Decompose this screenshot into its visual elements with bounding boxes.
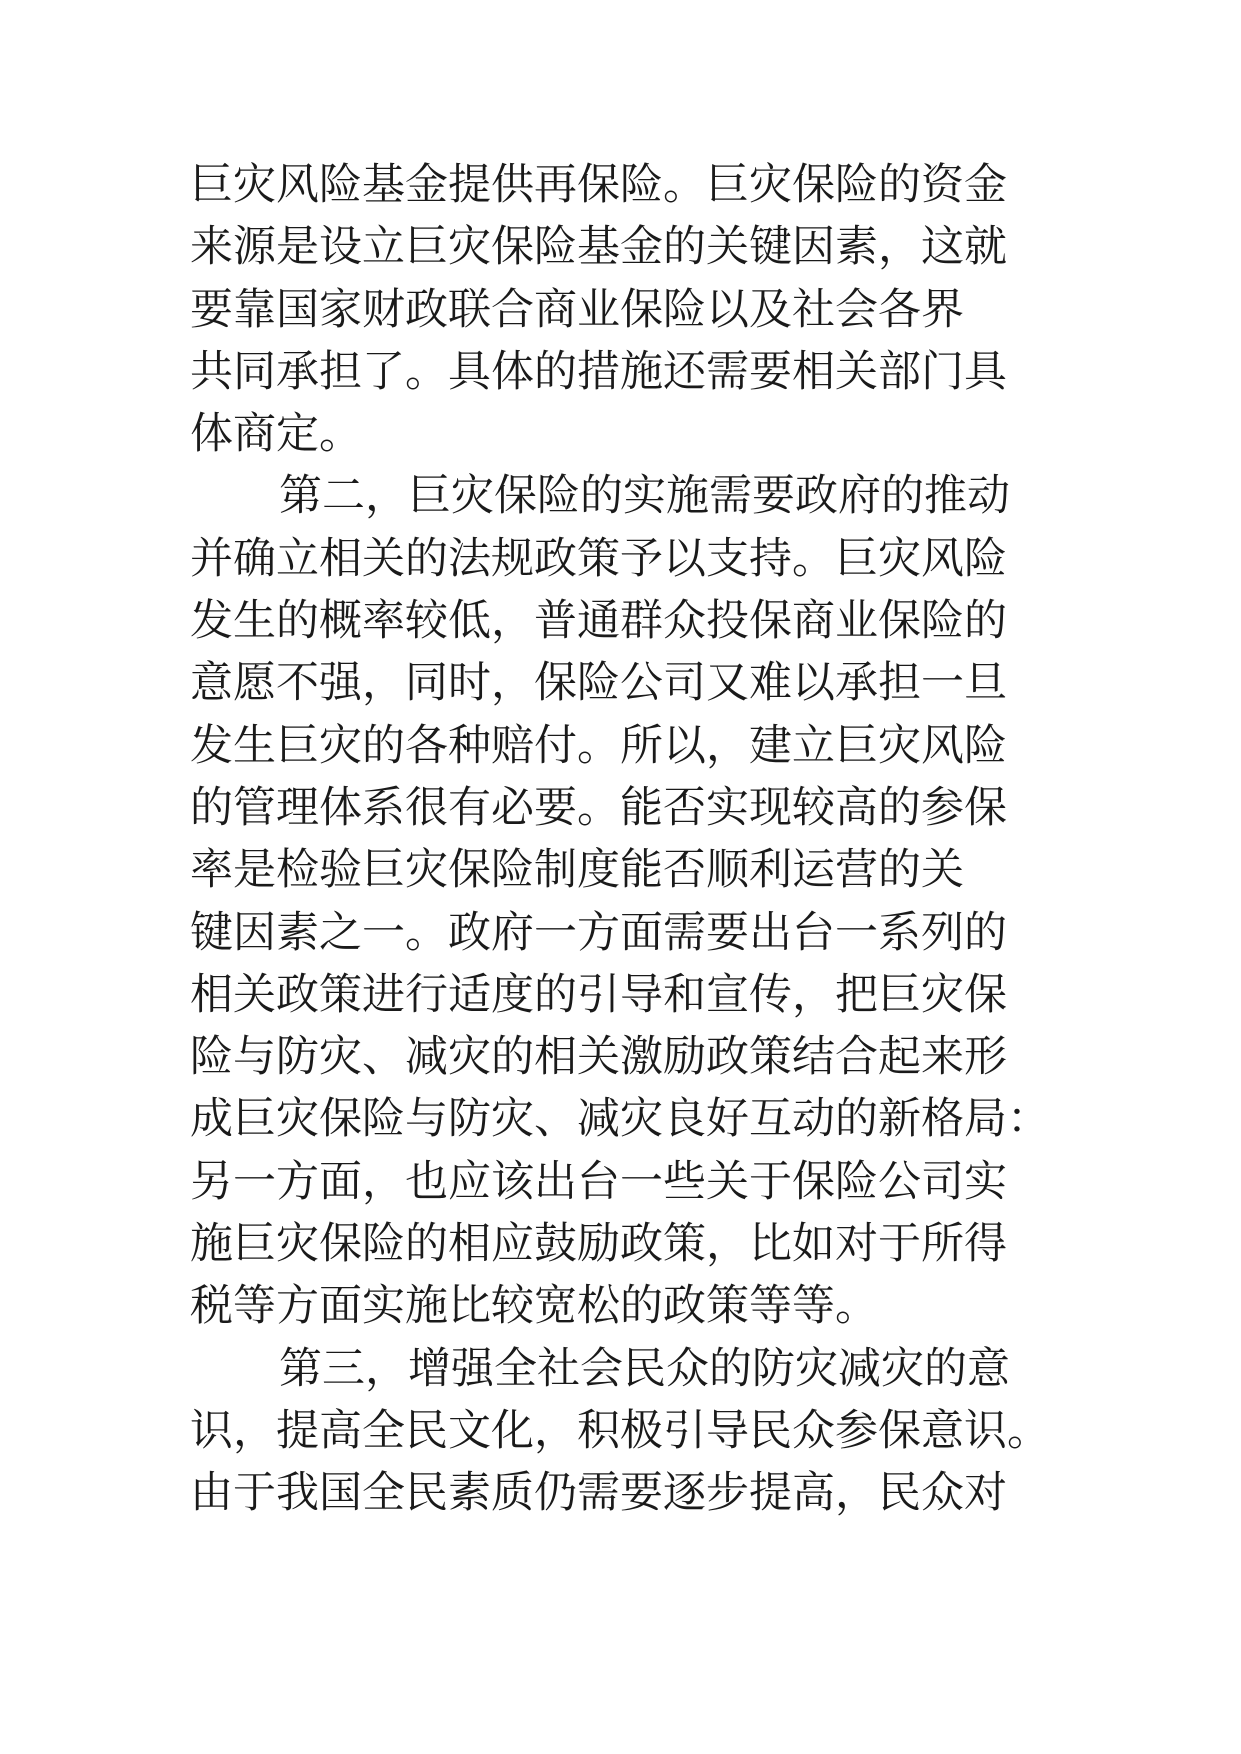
text-line: 来源是设立巨灾保险基金的关键因素，这就 — [190, 222, 1007, 273]
paragraph-start-line: 第二，巨灾保险的实施需要政府的推动 — [279, 471, 1010, 522]
text-line: 由于我国全民素质仍需要逐步提高，民众对 — [190, 1468, 1007, 1519]
text-line: 税等方面实施比较宽松的政策等等。 — [190, 1281, 878, 1332]
text-line: 另一方面，也应该出台一些关于保险公司实 — [190, 1156, 1007, 1207]
text-line: 相关政策进行适度的引导和宣传，把巨灾保 — [190, 969, 1007, 1020]
text-line: 识，提高全民文化，积极引导民众参保意识。 — [190, 1405, 1050, 1456]
paragraph-start-line: 第三，增强全社会民众的防灾减灾的意 — [279, 1343, 1010, 1394]
text-line: 的管理体系很有必要。能否实现较高的参保 — [190, 782, 1007, 833]
text-line: 要靠国家财政联合商业保险以及社会各界 — [190, 284, 964, 335]
text-line: 发生巨灾的各种赔付。所以，建立巨灾风险 — [190, 720, 1007, 771]
text-line: 发生的概率较低，普通群众投保商业保险的 — [190, 596, 1007, 647]
body-text — [190, 154, 1090, 1525]
text-line: 险与防灾、减灾的相关激励政策结合起来形 — [190, 1032, 1007, 1083]
text-line: 巨灾风险基金提供再保险。巨灾保险的资金 — [190, 160, 1007, 210]
text-line: 并确立相关的法规政策予以支持。巨灾风险 — [190, 533, 1007, 584]
text-line: 体商定。 — [190, 409, 362, 460]
text-line: 率是检验巨灾保险制度能否顺利运营的关 — [190, 845, 964, 896]
text-line: 施巨灾保险的相应鼓励政策，比如对于所得 — [190, 1219, 1007, 1270]
text-line: 成巨灾保险与防灾、减灾良好互动的新格局： — [190, 1094, 1050, 1145]
text-line: 键因素之一。政府一方面需要出台一系列的 — [190, 907, 1007, 958]
text-line: 共同承担了。具体的措施还需要相关部门具 — [190, 346, 1007, 397]
text-line: 意愿不强，同时，保险公司又难以承担一旦 — [190, 658, 1007, 709]
